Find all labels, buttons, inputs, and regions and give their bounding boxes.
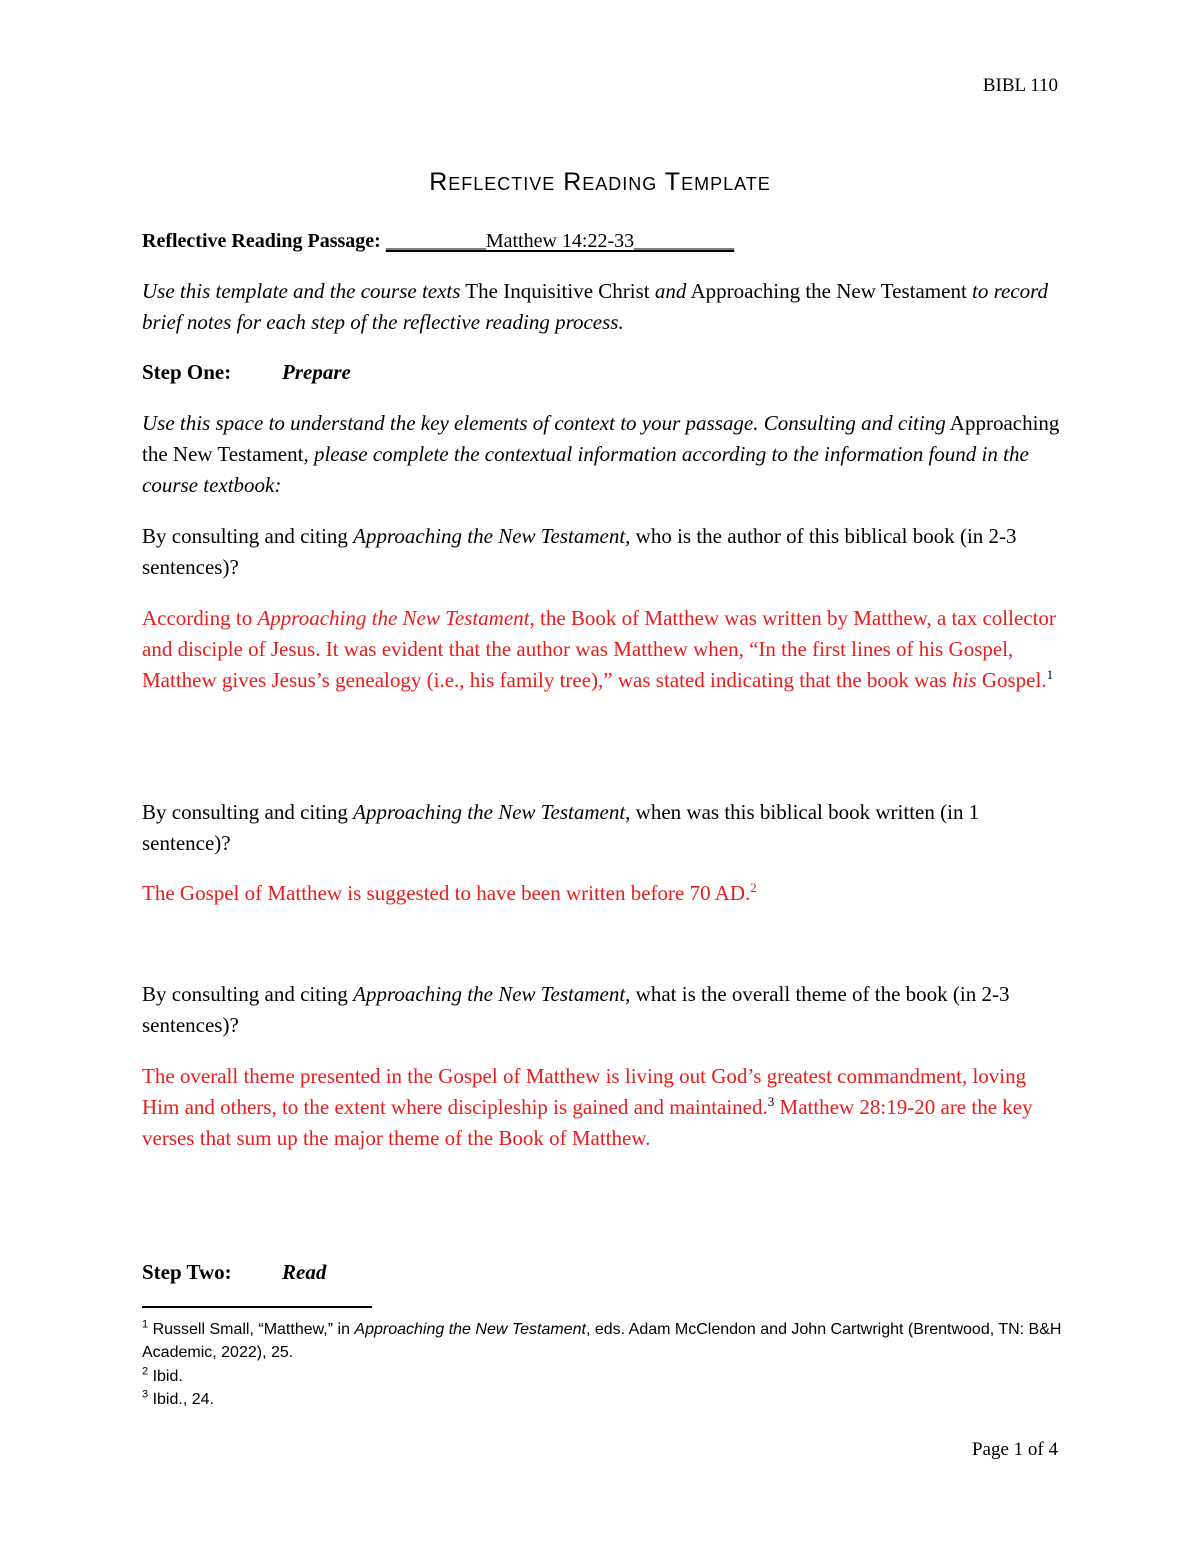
question-author-text-1: By consulting and citing <box>142 524 354 548</box>
question-date-text-2: , when was this biblical book written (in 1 sentence)? <box>142 800 980 855</box>
question-author-book: Approaching the New Testament, <box>353 524 631 548</box>
question-theme-text-2: , what is the overall theme of the book (in 2-3 sentences)? <box>142 982 1010 1037</box>
answer-author-text-2: , the Book of Matthew was written by Matthew, a tax collector and disciple of Jesus. It was evident that the author was Matthew when, “In the first lines of his Gospel, Matthew gives Jesus’s genealogy (i.e., his family tree),” was stated indicating that the book was <box>142 606 1056 692</box>
intro-paragraph <box>142 276 1067 338</box>
question-theme-book: Approaching the New Testament <box>353 982 626 1006</box>
context-instructions <box>142 408 1062 501</box>
question-date <box>142 797 1067 859</box>
passage-label: Reflective Reading Passage: <box>142 230 381 252</box>
footnote-1-text-1: Russell Small, “Matthew,” in <box>148 1321 355 1338</box>
step-one-heading <box>142 357 542 388</box>
footnote-2 <box>142 1365 1072 1388</box>
footnote-ref-3: 3 <box>767 1094 775 1109</box>
step-two-label: Step Two: <box>142 1260 232 1284</box>
course-code: BIBL 110 <box>982 75 1058 96</box>
answer-theme-text-2: Matthew 28:19-20 are the key verses that sum up the major theme of the Book of Matthew. <box>142 1095 1033 1150</box>
intro-text-5: to record brief notes for each step of the reflective reading process. <box>142 279 1049 334</box>
question-author <box>142 521 1067 583</box>
footnote-3 <box>142 1388 1072 1411</box>
answer-date-text: The Gospel of Matthew is suggested to have been written before 70 AD. <box>142 881 751 905</box>
question-date-book: Approaching the New Testament <box>353 800 626 824</box>
step-one-name: Prepare <box>282 360 351 384</box>
question-theme <box>142 979 1067 1041</box>
context-text-1: Use this space to understand the key elements of context to your passage. Consulting and citing <box>142 411 946 435</box>
context-text-3: , please complete the contextual information according to the information found in the course textbook: <box>142 442 1029 497</box>
footnote-2-text: Ibid. <box>148 1368 183 1385</box>
step-one-label: Step One: <box>142 360 232 384</box>
intro-text-4: Approaching the New Testament <box>686 279 973 303</box>
step-two-name: Read <box>282 1260 327 1284</box>
footnote-1-number: 1 <box>142 1318 149 1331</box>
question-date-text-1: By consulting and citing <box>142 800 354 824</box>
footnote-1-text-2: , eds. Adam McClendon and John Cartwright (Brentwood, TN: B&H Academic, 2022), 25. <box>142 1321 1062 1361</box>
footnote-3-text: Ibid., 24. <box>148 1391 214 1408</box>
footnote-ref-2: 2 <box>750 880 757 895</box>
footnote-1 <box>142 1318 1072 1364</box>
answer-date <box>142 878 1067 909</box>
footnote-1-book: Approaching the New Testament <box>354 1321 586 1338</box>
page-number: Page 1 of 4 <box>971 1439 1058 1460</box>
passage-line <box>142 226 734 257</box>
footnote-ref-1: 1 <box>1046 667 1054 682</box>
answer-author-emphasis: his <box>952 668 977 692</box>
answer-author-text-1: According to <box>142 606 258 630</box>
answer-author-book: Approaching the New Testament <box>257 606 530 630</box>
footnote-2-number: 2 <box>142 1365 149 1378</box>
intro-text-2: The Inquisitive Christ <box>460 279 655 303</box>
answer-author-text-3: Gospel. <box>976 668 1047 692</box>
intro-text-3: and <box>654 279 687 303</box>
passage-value: __________Matthew 14:22-33__________ <box>385 230 735 252</box>
answer-theme-text-1: The overall theme presented in the Gospel of Matthew is living out God’s greatest commandment, loving Him and others, to the extent where discipleship is gained and maintained. <box>142 1064 1027 1119</box>
step-two-heading <box>142 1257 542 1288</box>
question-author-text-2: who is the author of this biblical book (in 2-3 sentences)? <box>142 524 1017 579</box>
answer-author <box>142 603 1057 696</box>
footnote-3-number: 3 <box>142 1388 149 1401</box>
answer-theme <box>142 1061 1042 1154</box>
footnote-separator <box>142 1306 372 1308</box>
intro-text-1: Use this template and the course texts <box>142 279 461 303</box>
context-text-2: Approaching the New Testament <box>142 411 1060 466</box>
question-theme-text-1: By consulting and citing <box>142 982 354 1006</box>
page-title: Reflective Reading Template <box>429 168 771 196</box>
